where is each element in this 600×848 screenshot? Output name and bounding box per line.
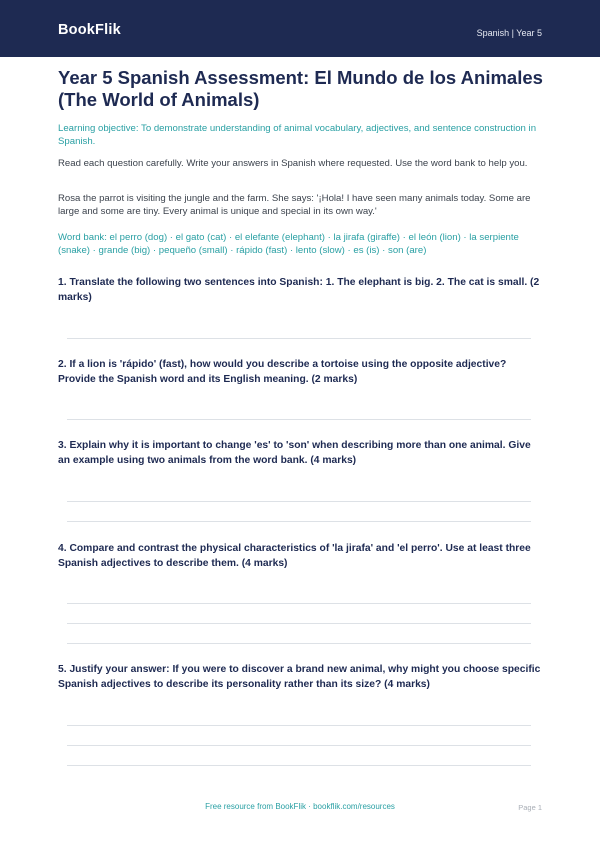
instructions-text: Read each question carefully. Write your answers in Spanish where requested. Use the word bank to help you. bbox=[58, 158, 528, 169]
answer-line[interactable] bbox=[67, 623, 531, 624]
answer-line[interactable] bbox=[67, 419, 531, 420]
answer-line[interactable] bbox=[67, 521, 531, 522]
question-5: 5. Justify your answer: If you were to discover a brand new animal, why might you choose specific Spanish adjectives to describe its personality rather than its size? (4 marks) bbox=[58, 664, 541, 690]
answer-line[interactable] bbox=[67, 643, 531, 644]
page-title: Year 5 Spanish Assessment: El Mundo de los Animales (The World of Animals) bbox=[58, 67, 543, 110]
footer-resource-link[interactable]: Free resource from BookFlik · bookflik.com/resources bbox=[205, 802, 395, 811]
page-number: Page 1 bbox=[518, 803, 542, 812]
page-header bbox=[0, 0, 600, 57]
question-3: 3. Explain why it is important to change 'es' to 'son' when describing more than one animal. Give an example using two animals from the word bank. (4 marks) bbox=[58, 440, 531, 466]
answer-line[interactable] bbox=[67, 725, 531, 726]
brand-logo-text[interactable]: BookFlik bbox=[58, 22, 121, 38]
question-2: 2. If a lion is 'rápido' (fast), how would you describe a tortoise using the opposite adjective? Provide the Spanish word and its English meaning. (2 marks) bbox=[58, 359, 507, 385]
story-text: Rosa the parrot is visiting the jungle and the farm. She says: '¡Hola! I have seen many animals today. Some are large and some are tiny. Every animal is unique and special in its own way.' bbox=[58, 193, 531, 217]
answer-line[interactable] bbox=[67, 765, 531, 766]
subject-year-label: Spanish | Year 5 bbox=[476, 28, 542, 38]
learning-objective: Learning objective: To demonstrate understanding of animal vocabulary, adjectives, and sentence construction in Spanish. bbox=[58, 123, 537, 147]
answer-line[interactable] bbox=[67, 745, 531, 746]
answer-line[interactable] bbox=[67, 501, 531, 502]
question-1: 1. Translate the following two sentences into Spanish: 1. The elephant is big. 2. The cat is small. (2 marks) bbox=[58, 277, 540, 303]
question-4: 4. Compare and contrast the physical characteristics of 'la jirafa' and 'el perro'. Use at least three Spanish adjectives to describe them. (4 marks) bbox=[58, 543, 531, 569]
answer-line[interactable] bbox=[67, 603, 531, 604]
answer-line[interactable] bbox=[67, 338, 531, 339]
word-bank: Word bank: el perro (dog) · el gato (cat) · el elefante (elephant) · la jirafa (giraffe) · el león (lion) · la serpiente (snake) · grande (big) · pequeño (small) · rápido (fast) · lento (slow) · es (is) · son (are) bbox=[58, 232, 519, 256]
